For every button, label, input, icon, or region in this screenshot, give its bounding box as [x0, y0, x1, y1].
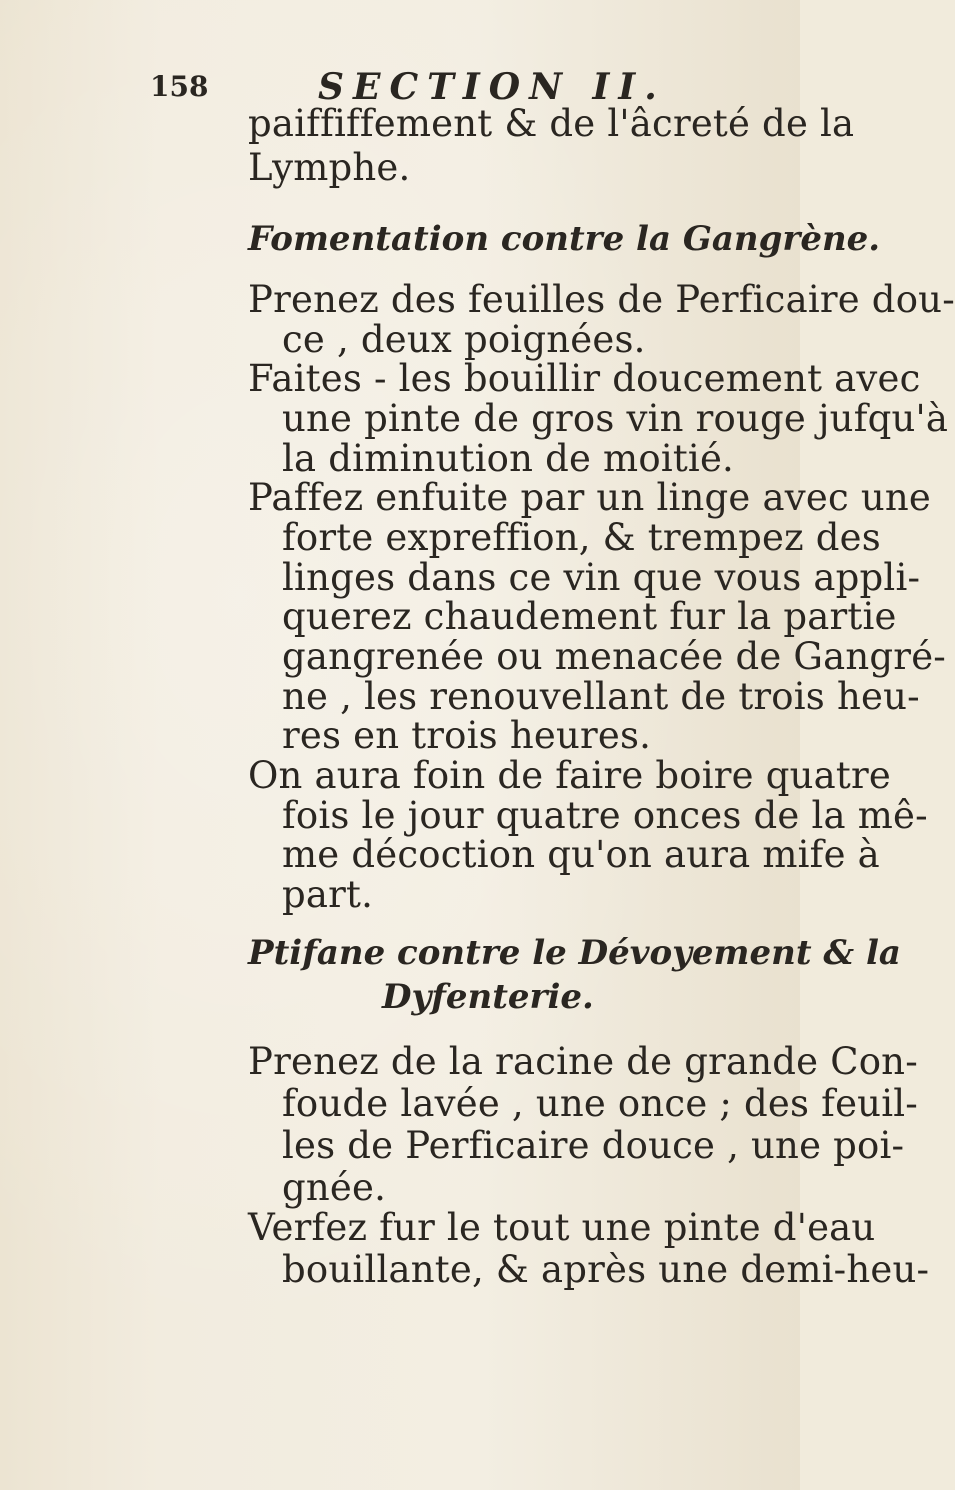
- body-line: res en trois heures.: [282, 714, 652, 757]
- body-line: Faites - les bouillir doucement avec: [248, 357, 921, 400]
- body-line: foude lavée , une once ; des feuil-: [282, 1082, 918, 1125]
- body-line: part.: [282, 873, 374, 916]
- body-line: la diminution de moitié.: [282, 437, 735, 480]
- body-line: Paffez enfuite par un linge avec une: [248, 476, 931, 519]
- body-line: querez chaudement fur la partie: [282, 595, 897, 638]
- body-line: forte expreffion, & trempez des: [282, 516, 881, 559]
- body-line: les de Perficaire douce , une poi-: [282, 1124, 905, 1167]
- body-line: ne , les renouvellant de trois heu-: [282, 675, 920, 718]
- body-line: Prenez des feuilles de Perficaire dou-: [248, 278, 955, 321]
- running-head: SECTION II.: [318, 66, 666, 108]
- body-line: On aura foin de faire boire quatre: [248, 754, 891, 797]
- body-line: Prenez de la racine de grande Con-: [248, 1040, 918, 1083]
- section-title-ptisane: Ptifane contre le Dévoyement & la: [248, 933, 901, 973]
- body-line: une pinte de gros vin rouge jufqu'à: [282, 397, 949, 440]
- body-line: Verfez fur le tout une pinte d'eau: [248, 1206, 876, 1249]
- body-line: bouillante, & après une demi-heu-: [282, 1248, 930, 1291]
- section-title-fomentation: Fomentation contre la Gangrène.: [248, 219, 881, 259]
- body-line: linges dans ce vin que vous appli-: [282, 556, 921, 599]
- body-line: ce , deux poignées.: [282, 318, 646, 361]
- body-line: gnée.: [282, 1166, 387, 1209]
- body-line: gangrenée ou menacée de Gangré-: [282, 635, 946, 678]
- page-number: 158: [150, 70, 209, 103]
- body-line: me décoction qu'on aura mife à: [282, 833, 880, 876]
- body-line: paiffiffement & de l'âcreté de la: [248, 102, 855, 145]
- section-title-ptisane-cont: Dyfenterie.: [382, 977, 594, 1017]
- body-line: Lymphe.: [248, 146, 411, 189]
- body-line: fois le jour quatre onces de la mê-: [282, 794, 928, 837]
